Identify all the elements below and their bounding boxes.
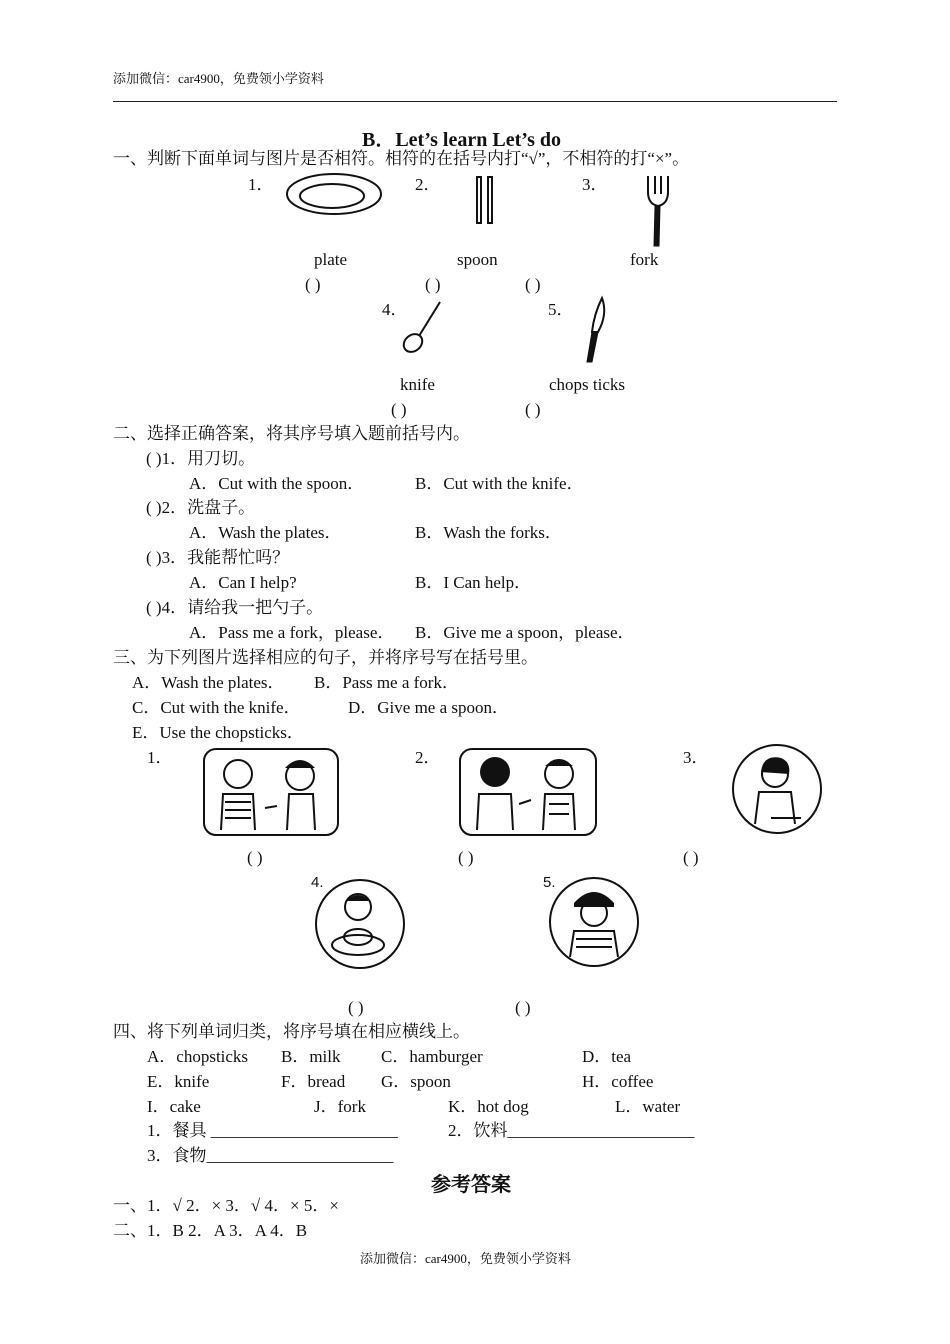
fork-icon <box>645 174 673 250</box>
s2-q3-option-b: B．I Can help． <box>415 573 532 592</box>
s4-word-e: E．knife <box>147 1072 210 1091</box>
plate-icon <box>286 172 384 216</box>
s4-blank-drinks[interactable]: 2．饮料______________________ <box>448 1121 695 1140</box>
boy-washing-plates-image <box>314 879 406 969</box>
s2-q4-option-b: B．Give me a spoon，please． <box>415 623 635 642</box>
s1-item2-answer[interactable]: ( ) <box>425 275 441 294</box>
answers-line1: 一、1．√ 2．× 3．√ 4．× 5．× <box>113 1196 339 1215</box>
s1-item4-word: knife <box>400 375 435 394</box>
s4-word-k: K．hot dog <box>448 1097 529 1116</box>
knife-icon <box>580 296 610 366</box>
s1-item1-word: plate <box>314 250 348 269</box>
s2-q2-option-b: B．Wash the forks． <box>415 523 562 542</box>
section1-instruction: 一、判断下面单词与图片是否相符。相符的在括号内打“√”，不相符的打“×”。 <box>113 149 690 168</box>
kids-eating-image-2 <box>459 748 597 836</box>
footer-text: 添加微信：car4900，免费领小学资料 <box>360 1251 571 1266</box>
s3-pic2-num: 2． <box>415 748 441 767</box>
s4-word-j: J．fork <box>314 1097 366 1116</box>
s4-word-g: G．spoon <box>381 1072 451 1091</box>
s2-q1-option-b: B．Cut with the knife． <box>415 474 584 493</box>
s2-q3-option-a: A．Can I help? <box>189 573 297 592</box>
s1-item4-num: 4． <box>382 300 408 319</box>
s2-q3-stem[interactable]: ( )3．我能帮忙吗？ <box>146 548 290 567</box>
s1-item2-num: 2． <box>415 175 441 194</box>
s3-option-b: B．Pass me a fork． <box>314 673 459 692</box>
s3-pic3-num: 3． <box>683 748 709 767</box>
s1-item2-word: spoon <box>457 250 498 269</box>
section4-instruction: 四、将下列单词归类，将序号填在相应横线上。 <box>113 1022 470 1041</box>
s3-pic5-num: 5. <box>543 874 556 891</box>
girl-eating-image <box>731 744 823 834</box>
kids-eating-image-1 <box>203 748 339 836</box>
s1-item5-word: chops ticks <box>549 375 626 394</box>
s2-q4-stem[interactable]: ( )4．请给我一把勺子。 <box>146 598 324 617</box>
s3-pic1-num: 1． <box>147 748 173 767</box>
s4-word-h: H．coffee <box>582 1072 654 1091</box>
header-divider <box>113 101 837 102</box>
s4-word-a: A．chopsticks <box>147 1047 249 1066</box>
s4-word-c: C．hamburger <box>381 1047 483 1066</box>
boy-with-chopsticks-image <box>548 877 640 967</box>
s1-item3-num: 3． <box>582 175 608 194</box>
s3-pic3-answer[interactable]: ( ) <box>683 848 699 867</box>
s1-item4-answer[interactable]: ( ) <box>391 400 407 419</box>
page-title: B．Let’s learn Let’s do <box>362 129 562 151</box>
answers-title: 参考答案 <box>431 1174 511 1196</box>
section3-instruction: 三、为下列图片选择相应的句子，并将序号写在括号里。 <box>113 648 538 667</box>
s1-item1-num: 1． <box>248 175 274 194</box>
s2-q4-option-a: A．Pass me a fork，please． <box>189 623 395 642</box>
s4-blank-tableware[interactable]: 1．餐具 ______________________ <box>147 1121 398 1140</box>
s1-item1-answer[interactable]: ( ) <box>305 275 321 294</box>
header-text: 添加微信：car4900，免费领小学资料 <box>113 71 324 86</box>
s1-item3-word: fork <box>630 250 659 269</box>
s4-word-b: B．milk <box>281 1047 341 1066</box>
spoon-icon <box>400 296 446 358</box>
s3-pic4-answer[interactable]: ( ) <box>348 998 364 1017</box>
s2-q1-stem[interactable]: ( )1．用刀切。 <box>146 449 256 468</box>
section2-instruction: 二、选择正确答案，将其序号填入题前括号内。 <box>113 424 470 443</box>
s4-word-i: I．cake <box>147 1097 201 1116</box>
s2-q2-option-a: A．Wash the plates． <box>189 523 342 542</box>
s3-option-d: D．Give me a spoon． <box>348 698 510 717</box>
s3-option-e: E．Use the chopsticks． <box>132 723 304 742</box>
s4-blank-food[interactable]: 3．食物______________________ <box>147 1146 394 1165</box>
s3-pic4-num: 4. <box>311 874 324 891</box>
s3-option-a: A．Wash the plates． <box>132 673 285 692</box>
s3-pic2-answer[interactable]: ( ) <box>458 848 474 867</box>
answers-line2: 二、1．B 2．A 3．A 4．B <box>113 1221 308 1240</box>
s4-word-f: F．bread <box>281 1072 346 1091</box>
s1-item5-num: 5． <box>548 300 574 319</box>
s3-pic5-answer[interactable]: ( ) <box>515 998 531 1017</box>
s4-word-l: L．water <box>615 1097 681 1116</box>
s1-item5-answer[interactable]: ( ) <box>525 400 541 419</box>
s1-item3-answer[interactable]: ( ) <box>525 275 541 294</box>
s4-word-d: D．tea <box>582 1047 632 1066</box>
chopsticks-icon <box>474 176 498 226</box>
s3-option-c: C．Cut with the knife． <box>132 698 301 717</box>
s2-q2-stem[interactable]: ( )2．洗盘子。 <box>146 498 256 517</box>
s3-pic1-answer[interactable]: ( ) <box>247 848 263 867</box>
s2-q1-option-a: A．Cut with the spoon． <box>189 474 365 493</box>
